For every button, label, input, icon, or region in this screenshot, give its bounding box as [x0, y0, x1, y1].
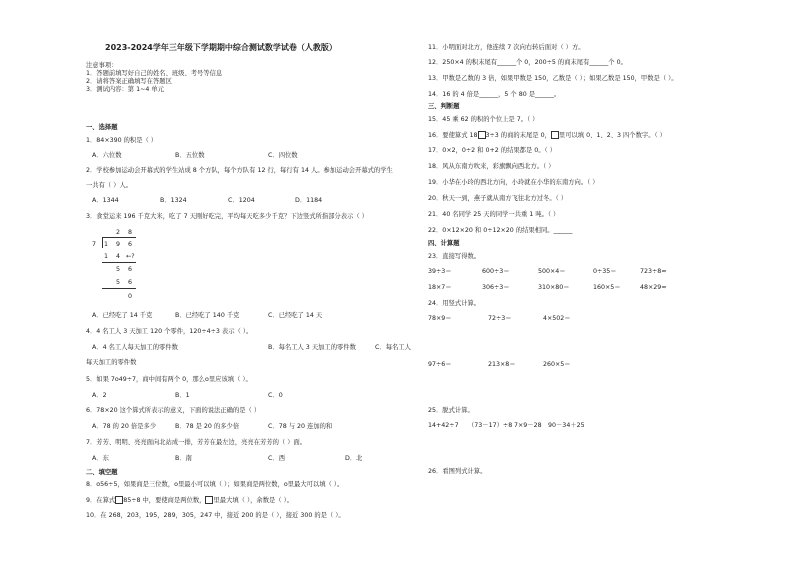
section-heading: 三、判断题 [428, 103, 460, 110]
option: B．五位数 [175, 152, 205, 159]
option: B．78 是 20 的多少倍 [175, 423, 240, 430]
calc-item: 78×9＝ [428, 315, 452, 322]
division-line [102, 262, 136, 263]
question-11: 11．小明面对北方，他连续 7 次向右转后面对（ ）方。 [428, 44, 585, 51]
question-6: 6．78×20 这个算式所表示的意义，下面的说法正确的是（ ） [86, 407, 261, 414]
question-25: 25．脱式计算。 [428, 407, 474, 414]
digit: 8 [128, 229, 133, 236]
division-bracket [102, 237, 103, 248]
q9-part: 85÷8 中，要使商是两位数， [123, 497, 206, 504]
calc-item: 0÷35＝ [593, 268, 617, 275]
digit: 4 [116, 253, 121, 260]
q16-part: 16．要使算式 18 [428, 132, 478, 139]
section-heading: 二、填空题 [86, 469, 118, 476]
option: A．78 的 20 倍是多少 [92, 423, 157, 430]
question-1: 1．84×390 的积是（ ） [86, 137, 158, 144]
option: A．1344 [92, 197, 119, 204]
calc-item: 7×9－28 [514, 422, 542, 429]
calc-item: 39÷3＝ [428, 268, 452, 275]
notes-heading: 注意事项： [86, 62, 118, 69]
q16-part: 3÷3 的商的末尾是 0， [485, 132, 551, 139]
question-26: 26．看图列式计算。 [428, 468, 487, 475]
calc-item: （73－17）÷8 [468, 422, 513, 429]
calc-item: 18×7＝ [428, 284, 452, 291]
question-22: 22．0×12×20 和 0÷12×20 的结果相同。______ [428, 227, 573, 234]
question-7: 7．芳芳、明明、亮亮面向北站成一排，芳芳在最左边，亮亮在芳芳的（ ）面。 [86, 439, 307, 446]
digit: 1 [104, 253, 109, 260]
question-8: 8．o56÷5，如果商是三位数，o里最小可以填（ ）；如果商是两位数，o里最大可以填（ ）。 [86, 481, 344, 488]
option: C．0 [268, 392, 283, 399]
option: C．78 与 20 连加的和 [268, 423, 333, 430]
option: C．1204 [228, 197, 255, 204]
arrow-icon: ←? [126, 253, 135, 260]
question-15: 15．45 乘 62 的积的个位上是 7。（ ） [428, 116, 539, 123]
option: B．1324 [160, 197, 187, 204]
question-19: 19．小华在小玲的西北方向，小玲就在小华的东南方向。（ ） [428, 179, 599, 186]
question-3: 3．食堂运来 196 千克大米，吃了 7 天刚好吃完，平均每天吃多少千克？下边竖式所指部分表示（ ） [86, 213, 368, 220]
calc-item: 500×4＝ [538, 268, 566, 275]
question-24: 24．用竖式计算。 [428, 300, 481, 307]
question-20: 20．秋天一到，燕子就从南方飞往北方过冬。（ ） [428, 195, 568, 202]
option: A．已经吃了 14 千克 [92, 312, 153, 319]
option: B．每名工人 3 天加工的零件数 [268, 344, 356, 351]
calc-item: 48×29≈ [640, 284, 667, 291]
question-9 [86, 496, 293, 505]
option: C．已经吃了 14 天 [268, 312, 323, 319]
question-16 [428, 131, 666, 140]
calc-item: 723÷8≈ [640, 268, 667, 275]
page-title: 2023-2024学年三年级下学期期中综合测试数学试卷（人教版） [105, 43, 337, 52]
option: C．每名工人 [375, 344, 411, 351]
digit: 6 [128, 279, 133, 286]
calc-item: 14+42÷7 [428, 422, 459, 429]
note-item: 1．答题前填写好自己的姓名、班级、考号等信息 [86, 70, 223, 77]
question-5: 5．如果 7o49÷7，商中间有两个 0，那么o里应该填（ ）。 [86, 376, 252, 383]
option: A．2 [92, 392, 107, 399]
option: A．六位数 [92, 152, 122, 159]
question-4: 4．4 名工人 3 天加工 120 个零件，120÷4÷3 表示（ ）。 [86, 328, 253, 335]
question-2-cont: 一共有（ ）人。 [86, 182, 133, 189]
calc-item: 72÷3＝ [488, 315, 512, 322]
question-13: 13．甲数是乙数的 3 倍，如果甲数是 150，乙数是（ ）；如果乙数是 150，甲数是（ ）。 [428, 75, 678, 82]
option: B．已经吃了 140 千克 [175, 312, 240, 319]
option: B．南 [175, 455, 192, 462]
question-21: 21．40 名同学 25 天的同学一共重 1 吨。（ ） [428, 211, 560, 218]
digit: 6 [128, 266, 133, 273]
calc-item: 90－34＋25 [548, 422, 585, 429]
digit: 7 [92, 241, 97, 248]
blank-box-icon [478, 131, 486, 139]
option: C．西 [268, 455, 285, 462]
digit: 9 [116, 241, 121, 248]
question-18: 18．风从东南方吹来，彩旗飘向西北方。（ ） [428, 163, 555, 170]
division-line [102, 288, 136, 289]
option: D．1184 [295, 197, 323, 204]
digit: 5 [116, 266, 121, 273]
digit: 1 [104, 241, 109, 248]
note-item: 2．请将答案正确填写在答题区 [86, 78, 172, 85]
note-item: 3．测试内容：第 1~4 单元 [86, 86, 164, 93]
option: D．北 [345, 455, 363, 462]
question-12: 12．250×4 的积末尾有______个 0，200÷5 的商末尾有______个 0。 [428, 59, 627, 66]
digit: 2 [116, 229, 121, 236]
option: A．东 [92, 455, 109, 462]
digit: 6 [128, 241, 133, 248]
option: A．4 名工人每天加工的零件数 [92, 344, 178, 351]
option-cont: 每天加工的零件数 [86, 359, 137, 366]
calc-item: 306÷3＝ [482, 284, 510, 291]
option: C．四位数 [268, 152, 298, 159]
question-2: 2．学校参加运动会开幕式的学生站成 8 个方队，每个方队有 12 行，每行有 14 人。参加运动会开幕式的学生 [86, 167, 393, 174]
calc-item: 4×502＝ [543, 315, 571, 322]
division-bar [102, 237, 136, 238]
blank-box-icon [115, 496, 123, 504]
calc-item: 310×80＝ [538, 284, 570, 291]
q16-part: 里可以填 0、1、2、3 四个数字。（ ） [558, 132, 666, 139]
section-heading: 四、计算题 [428, 240, 460, 247]
calc-item: 600÷3＝ [482, 268, 510, 275]
digit: 5 [116, 279, 121, 286]
section-heading: 一、选择题 [86, 124, 118, 131]
question-14: 14．16 的 4 倍是______，5 个 80 是______。 [428, 91, 561, 98]
q9-part: 9．在算式 [86, 497, 116, 504]
calc-item: 260×5＝ [543, 361, 571, 368]
q9-part: 里最大填（ ），余数是（ ）。 [213, 497, 294, 504]
digit: 0 [128, 293, 133, 300]
blank-box-icon [551, 131, 559, 139]
question-10: 10．在 268，203，195，289，305，247 中，接近 200 的是（ ），接近 300 的是（ ）。 [86, 512, 345, 519]
calc-item: 160×5＝ [593, 284, 621, 291]
calc-item: 97÷6＝ [428, 361, 452, 368]
option: B．1 [175, 392, 190, 399]
question-17: 17．0×2，0÷2 和 0+2 的结果都是 0。（ ） [428, 147, 557, 154]
calc-item: 213×8＝ [488, 361, 516, 368]
question-23: 23．直接写得数。 [428, 253, 481, 260]
